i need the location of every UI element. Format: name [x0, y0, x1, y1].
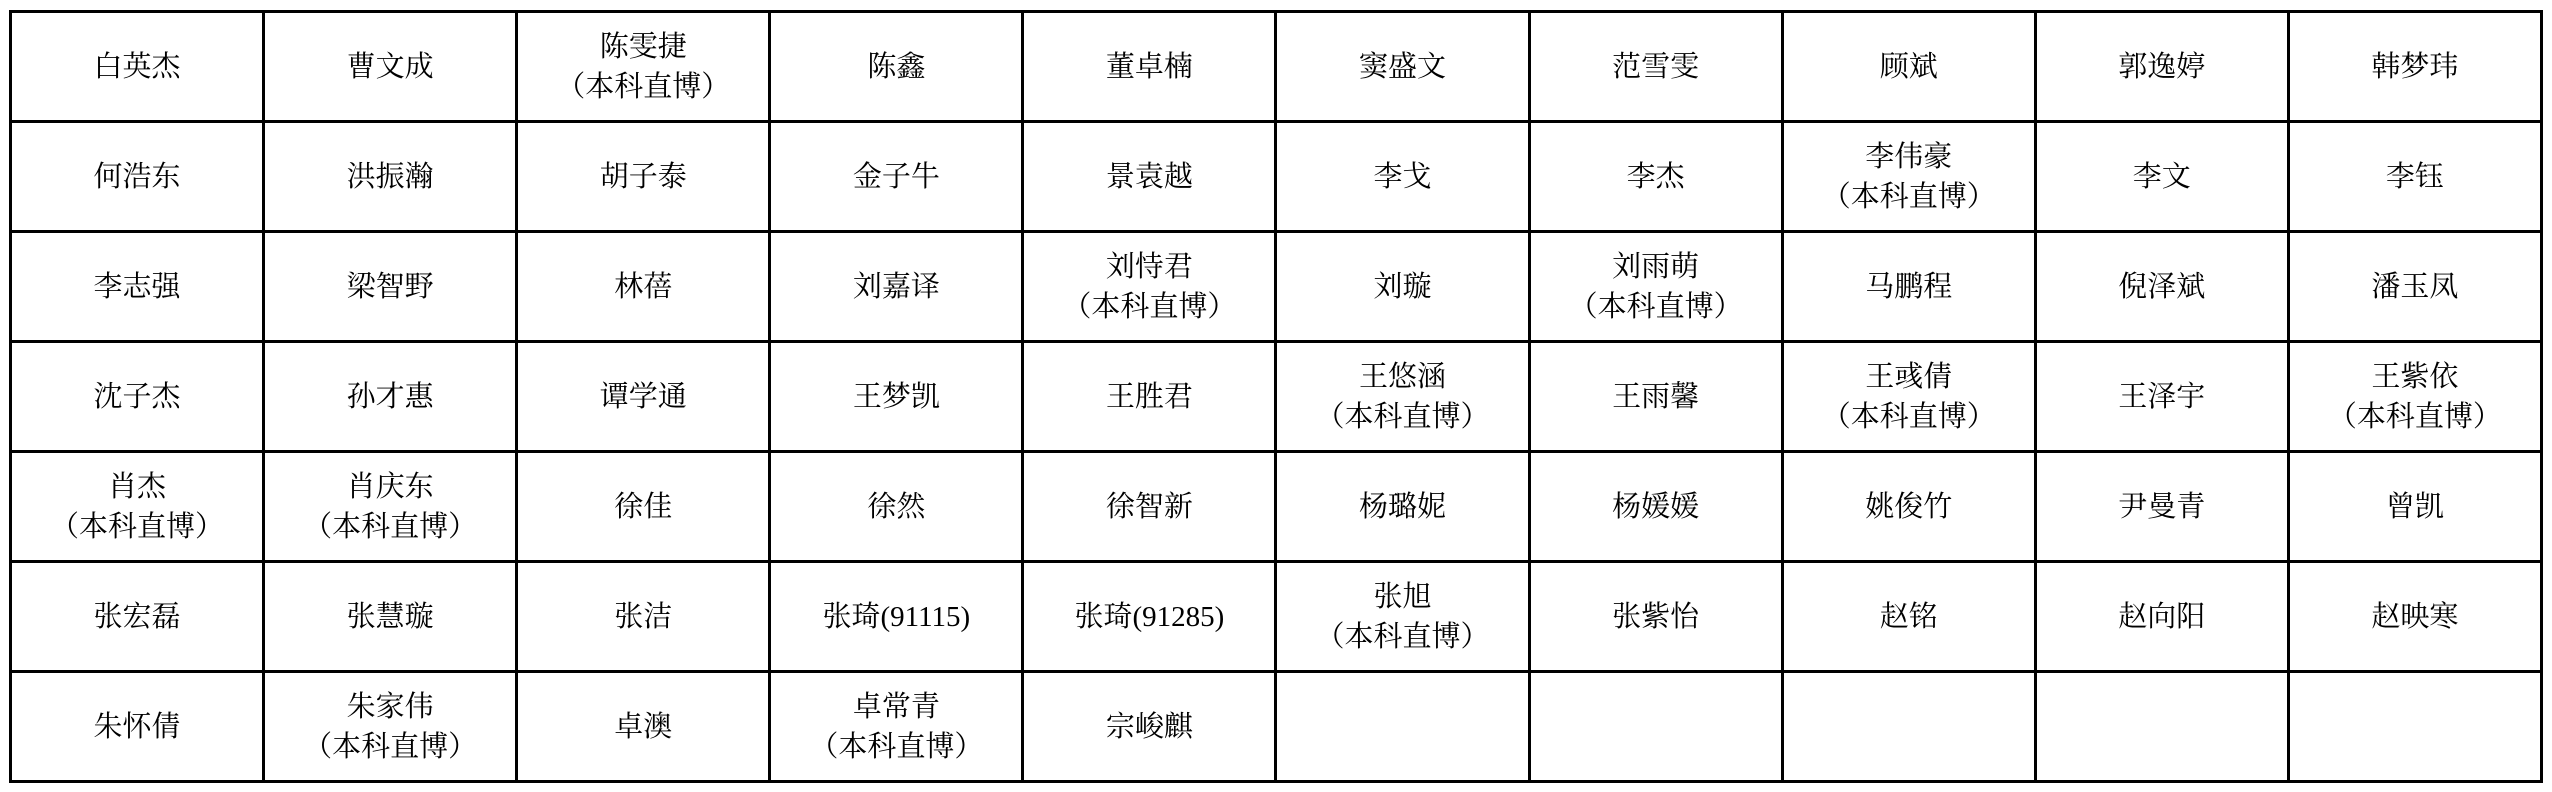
table-cell: [264, 452, 517, 562]
person-name: 杨璐妮: [1359, 490, 1447, 523]
table-cell: [770, 232, 1023, 342]
table-cell: [2288, 672, 2541, 782]
person-name: 陈鑫: [867, 50, 926, 83]
table-cell: [2035, 232, 2288, 342]
person-name: 姚俊竹: [1865, 490, 1953, 523]
table-cell: [264, 232, 517, 342]
table-cell: [11, 122, 264, 232]
person-name: 尹曼青: [2118, 490, 2206, 523]
table-cell: [2288, 12, 2541, 122]
enrollment-note: （本科直博）: [50, 510, 225, 543]
person-name: 肖杰: [108, 470, 167, 503]
table-cell: [2035, 342, 2288, 452]
table-cell: [264, 672, 517, 782]
table-row: [11, 562, 2542, 672]
person-name: 李文: [2132, 160, 2191, 193]
table-cell: [1782, 342, 2035, 452]
person-name: 王梦凯: [852, 380, 940, 413]
person-name: 窦盛文: [1359, 50, 1447, 83]
person-name: 胡子泰: [599, 160, 687, 193]
person-name: 李戈: [1373, 160, 1432, 193]
enrollment-note: （本科直博）: [1821, 400, 1996, 433]
table-cell: [2288, 122, 2541, 232]
table-row: [11, 342, 2542, 452]
person-name: 张琦(91115): [822, 600, 971, 633]
table-cell: [1276, 122, 1529, 232]
person-name: 朱家伟: [346, 690, 434, 723]
table-cell: [517, 12, 770, 122]
table-cell: [264, 342, 517, 452]
person-name: 何浩东: [93, 160, 181, 193]
table-cell: [770, 122, 1023, 232]
enrollment-note: （本科直博）: [1315, 620, 1490, 653]
table-cell: [517, 342, 770, 452]
table-cell: [1782, 12, 2035, 122]
table-cell: [1023, 342, 1276, 452]
table-cell: [1276, 232, 1529, 342]
person-name: 景袁越: [1105, 160, 1193, 193]
table-cell: [517, 452, 770, 562]
person-name: 曹文成: [346, 50, 434, 83]
person-name: 李伟豪: [1865, 140, 1953, 173]
table-row: [11, 672, 2542, 782]
table-cell: [11, 562, 264, 672]
person-name: 潘玉凤: [2371, 270, 2459, 303]
table-cell: [2288, 342, 2541, 452]
table-row: [11, 232, 2542, 342]
table-cell: [1529, 122, 1782, 232]
person-name: 梁智野: [346, 270, 434, 303]
table-cell: [770, 342, 1023, 452]
table-cell: [1276, 452, 1529, 562]
table-cell: [1023, 12, 1276, 122]
person-name: 宗峻麒: [1105, 710, 1193, 743]
person-name: 赵铭: [1879, 600, 1938, 633]
enrollment-note: （本科直博）: [1568, 290, 1743, 323]
person-name: 徐然: [867, 490, 926, 523]
table-cell: [1276, 342, 1529, 452]
table-cell: [1276, 12, 1529, 122]
table-cell: [11, 672, 264, 782]
person-name: 张洁: [614, 600, 673, 633]
person-name: 张慧璇: [346, 600, 434, 633]
person-name: 李志强: [93, 270, 181, 303]
table-cell: [517, 232, 770, 342]
person-name: 朱怀倩: [93, 710, 181, 743]
enrollment-note: （本科直博）: [1062, 290, 1237, 323]
table-row: [11, 122, 2542, 232]
person-name: 卓澳: [614, 710, 673, 743]
table-row: [11, 12, 2542, 122]
table-cell: [1529, 232, 1782, 342]
person-name: 金子牛: [852, 160, 940, 193]
table-cell: [1529, 562, 1782, 672]
person-name: 王胜君: [1105, 380, 1193, 413]
person-name: 刘雨萌: [1612, 250, 1700, 283]
person-name: 顾斌: [1879, 50, 1938, 83]
table-cell: [1023, 672, 1276, 782]
person-name: 肖庆东: [346, 470, 434, 503]
table-cell: [11, 342, 264, 452]
person-name: 卓常青: [852, 690, 940, 723]
table-cell: [2035, 452, 2288, 562]
person-name: 李杰: [1626, 160, 1685, 193]
table-cell: [264, 122, 517, 232]
table-cell: [2288, 562, 2541, 672]
person-name: 王彧倩: [1865, 360, 1953, 393]
table-cell: [1529, 12, 1782, 122]
person-name: 刘嘉译: [852, 270, 940, 303]
person-name: 张琦(91285): [1074, 600, 1225, 633]
table-cell: [1782, 672, 2035, 782]
person-name: 王紫依: [2371, 360, 2459, 393]
table-cell: [1023, 562, 1276, 672]
table-cell: [770, 12, 1023, 122]
enrollment-note: （本科直博）: [1315, 400, 1490, 433]
table-cell: [1782, 562, 2035, 672]
person-name: 马鹏程: [1865, 270, 1953, 303]
table-cell: [11, 232, 264, 342]
table-cell: [11, 452, 264, 562]
name-roster-table: [9, 10, 2543, 783]
person-name: 赵向阳: [2118, 600, 2206, 633]
table-cell: [1023, 122, 1276, 232]
person-name: 曾凯: [2385, 490, 2444, 523]
person-name: 洪振瀚: [346, 160, 434, 193]
table-cell: [2035, 122, 2288, 232]
person-name: 郭逸婷: [2118, 50, 2206, 83]
person-name: 沈子杰: [93, 380, 181, 413]
person-name: 王悠涵: [1359, 360, 1447, 393]
person-name: 刘恃君: [1105, 250, 1193, 283]
table-cell: [1782, 122, 2035, 232]
table-cell: [517, 122, 770, 232]
person-name: 徐智新: [1105, 490, 1193, 523]
person-name: 刘璇: [1373, 270, 1432, 303]
table-cell: [2288, 232, 2541, 342]
person-name: 张紫怡: [1612, 600, 1700, 633]
table-cell: [1023, 232, 1276, 342]
person-name: 张宏磊: [93, 600, 181, 633]
table-cell: [1023, 452, 1276, 562]
person-name: 李钰: [2385, 160, 2444, 193]
person-name: 范雪雯: [1612, 50, 1700, 83]
enrollment-note: （本科直博）: [809, 730, 984, 763]
table-cell: [1782, 232, 2035, 342]
table-cell: [2035, 12, 2288, 122]
person-name: 王雨馨: [1612, 380, 1700, 413]
person-name: 杨媛媛: [1612, 490, 1700, 523]
enrollment-note: （本科直博）: [303, 730, 478, 763]
enrollment-note: （本科直博）: [556, 70, 731, 103]
table-body: [11, 12, 2542, 782]
table-cell: [264, 12, 517, 122]
table-cell: [770, 452, 1023, 562]
table-cell: [1782, 452, 2035, 562]
person-name: 林蓓: [614, 270, 673, 303]
table-cell: [2035, 672, 2288, 782]
enrollment-note: （本科直博）: [2327, 400, 2502, 433]
person-name: 倪泽斌: [2118, 270, 2206, 303]
table-cell: [517, 562, 770, 672]
person-name: 孙才惠: [346, 380, 434, 413]
table-cell: [2288, 452, 2541, 562]
person-name: 陈雯捷: [599, 30, 687, 63]
table-cell: [1276, 562, 1529, 672]
person-name: 徐佳: [614, 490, 673, 523]
person-name: 白英杰: [93, 50, 181, 83]
table-cell: [1529, 342, 1782, 452]
person-name: 王泽宇: [2118, 380, 2206, 413]
table-cell: [2035, 562, 2288, 672]
table-cell: [264, 562, 517, 672]
table-row: [11, 452, 2542, 562]
person-name: 赵映寒: [2371, 600, 2459, 633]
table-cell: [1276, 672, 1529, 782]
table-cell: [1529, 452, 1782, 562]
table-cell: [770, 562, 1023, 672]
table-cell: [1529, 672, 1782, 782]
enrollment-note: （本科直博）: [1821, 180, 1996, 213]
enrollment-note: （本科直博）: [303, 510, 478, 543]
table-cell: [770, 672, 1023, 782]
person-name: 谭学通: [599, 380, 687, 413]
person-name: 董卓楠: [1105, 50, 1193, 83]
table-cell: [517, 672, 770, 782]
table-cell: [11, 12, 264, 122]
person-name: 张旭: [1373, 580, 1432, 613]
person-name: 韩梦玮: [2371, 50, 2459, 83]
